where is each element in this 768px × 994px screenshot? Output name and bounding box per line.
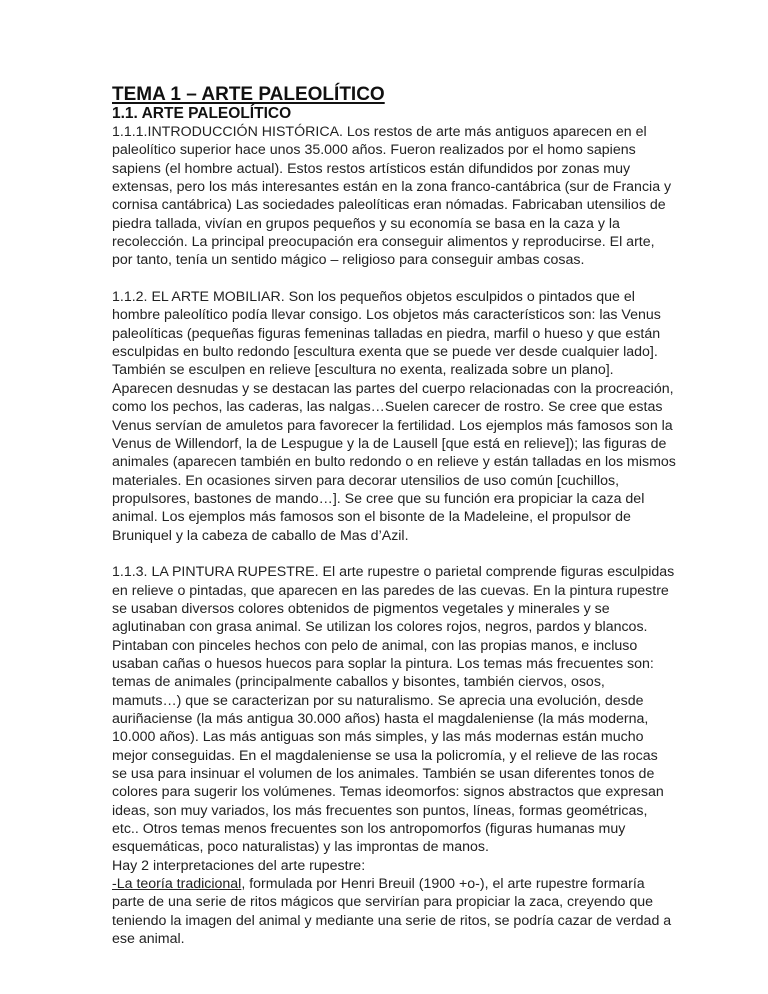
paragraph-introduccion-historica: 1.1.1.INTRODUCCIÓN HISTÓRICA. Los restos de arte más antiguos aparecen en el paleolítico superior hace unos 35.000 años. Fueron realizados por el homo sapiens sapiens (el hombre actual). Estos restos artísticos están difundidos por zonas muy extensas, pero los más interesantes están en la zona franco-cantábrica (sur de Francia y cornisa cantábrica) Las sociedades paleolíticas eran nómadas. Fabricaban utensilios de piedra tallada, vivían en grupos pequeños y su economía se basa en la caza y la recolección. La principal preocupación era conseguir alimentos y reproducirse. El arte, por tanto, tenía un sentido mágico – religioso para conseguir ambas cosas. <box>112 124 672 269</box>
teoria-tradicional-label: -La teoría tradicional <box>112 876 242 893</box>
paragraph-arte-mobiliar: 1.1.2. EL ARTE MOBILIAR. Son los pequeños objetos esculpidos o pintados que el hombre paleolítico podía llevar consigo. Los objetos más característicos son: las Venus paleolíticas (pequeñas figuras femeninas talladas en piedra, marfil o hueso y que están esculpidas en bulto redondo [escultura exenta que se puede ver desde cualquier lado]. También se esculpen en relieve [escultura no exenta, realizada sobre un plano]. Aparecen desnudas y se destacan las partes del cuerpo relacionadas con la procreación, como los pechos, las caderas, las nalgas…Suelen carecer de rostro. Se cree que estas Venus servían de amuletos para favorecer la fertilidad. Los ejemplos más famosos son la Venus de Willendorf, la de Lespugue y la de Lausell [que está en relieve]); las figuras de animales (aparecen también en bulto redondo o en relieve y están talladas en los mismos materiales. En ocasiones sirven para decorar utensilios de uso común [cuchillos, propulsores, bastones de mando…]. Se cree que su función era propiciar la caza del animal. Los ejemplos más famosos son el bisonte de la Madeleine, el propulsor de Bruniquel y la cabeza de caballo de Mas d’Azil. <box>112 289 676 544</box>
teoria-tradicional-text: , formulada por Henri Breuil (1900 +o-), el arte rupestre formaría parte de una serie de ritos mágicos que servirían para propiciar la zaca, creyendo que teniendo la imagen del animal y mediante una serie de ritos, se podría cazar de verdad a ese animal. <box>112 876 672 948</box>
paragraph-spacer <box>112 270 676 288</box>
paragraph-interpretaciones-intro: Hay 2 interpretaciones del arte rupestre: <box>112 857 366 874</box>
document-page <box>112 84 676 948</box>
paragraph-teoria-tradicional <box>112 875 676 948</box>
paragraph-pintura-rupestre: 1.1.3. LA PINTURA RUPESTRE. El arte rupestre o parietal comprende figuras esculpidas en relieve o pintadas, que aparecen en las paredes de las cuevas. En la pintura rupestre se usaban diversos colores obtenidos de pigmentos vegetales y minerales y se aglutinaban con grasa animal. Se utilizan los colores rojos, negros, pardos y blancos. Pintaban con pinceles hechos con pelo de animal, con las propias manos, e incluso usaban cañas o huesos huecos para soplar la pintura. Los temas más frecuentes son: temas de animales (principalmente caballos y bisontes, también ciervos, osos, mamuts…) que se caracterizan por su naturalismo. Se aprecia una evolución, desde auriñaciense (la más antigua 30.000 años) hasta el magdaleniense (la más moderna, 10.000 años). Las más antiguas son más simples, y las más modernas están mucho mejor conseguidas. En el magdaleniense se usa la policromía, y el relieve de las rocas se usa para insinuar el volumen de los animales. También se usan diferentes tonos de colores para sugerir los volúmenes. Temas ideomorfos: signos abstractos que expresan ideas, son muy variados, los más frecuentes son puntos, líneas, formas geométricas, etc.. Otros temas menos frecuentes son los antropomorfos (figuras humanas muy esquemáticas, poco naturalistas) y las improntas de manos. <box>112 564 675 856</box>
section-heading: 1.1. ARTE PALEOLÍTICO <box>112 105 292 122</box>
paragraph-spacer <box>112 545 676 563</box>
document-title: TEMA 1 – ARTE PALEOLÍTICO <box>112 84 385 105</box>
